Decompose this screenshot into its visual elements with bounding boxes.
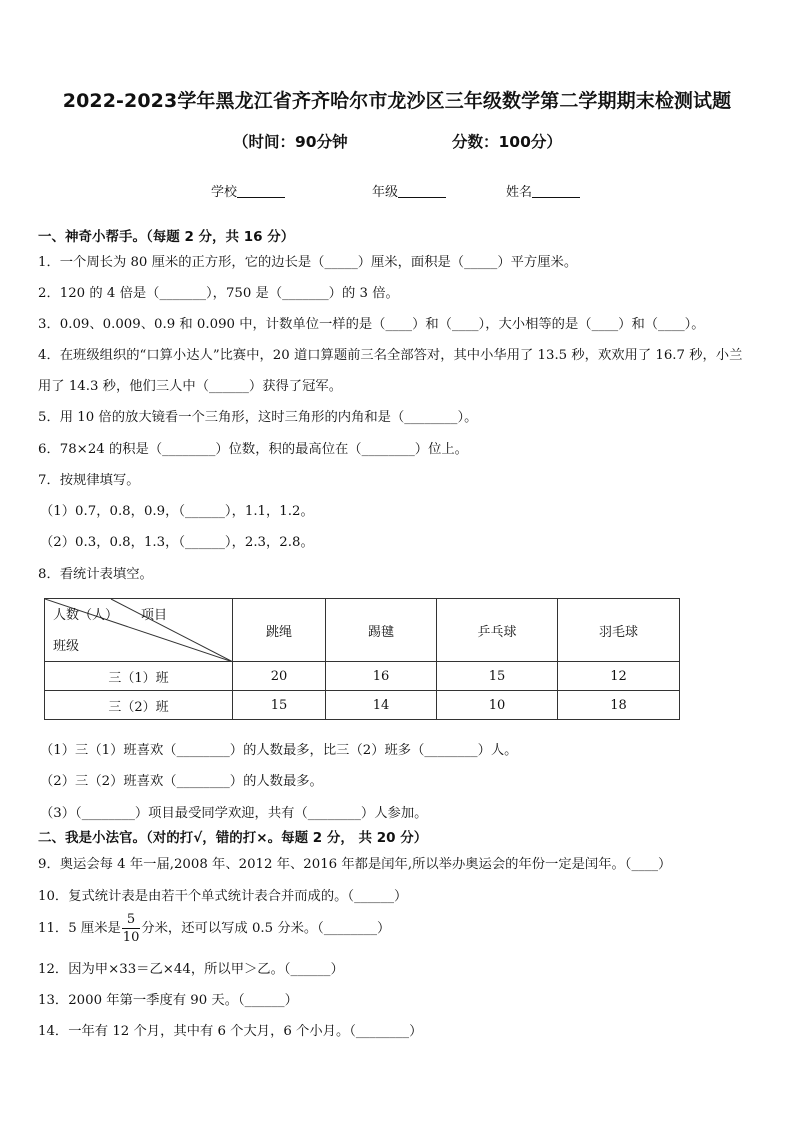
name-label: 姓名 [506,185,533,200]
grade-blank [398,185,446,198]
table-cell: 15 [437,662,558,691]
exam-time: （时间：90分钟 [233,133,348,151]
column-header: 踢毽 [326,599,437,662]
school-label: 学校 [211,185,238,200]
question-11-suffix: 分米，还可以写成 0.5 分米。（________） [141,921,391,936]
question-11 [38,913,390,944]
question-8-1: （1）三（1）班喜欢（________）的人数最多，比三（2）班多（________）人。 [40,743,518,758]
question-4-line-1: 4．在班级组织的“口算小达人”比赛中，20 道口算题前三名全部答对，其中小华用了 13.5 秒，欢欢用了 16.7 秒，小兰 [38,348,743,363]
question-13: 13．2000 年第一季度有 90 天。（______） [38,993,298,1008]
question-8-2: （2）三（2）班喜欢（________）的人数最多。 [40,774,323,789]
table-cell: 10 [437,691,558,720]
column-header: 跳绳 [233,599,326,662]
question-3: 3．0.09、0.009、0.9 和 0.090 中，计数单位一样的是（____）和（____），大小相等的是（____）和（____）。 [38,317,705,332]
question-11-prefix: 11．5 厘米是 [38,921,121,936]
name-blank [532,185,580,198]
question-6: 6．78×24 的积是（________）位数，积的最高位在（________）位上。 [38,442,468,457]
column-header: 羽毛球 [558,599,680,662]
table-cell: 15 [233,691,326,720]
question-8-3: （3）（________）项目最受同学欢迎，共有（________）人参加。 [40,806,428,821]
exam-title: 2022-2023学年黑龙江省齐齐哈尔市龙沙区三年级数学第二学期期末检测试题 [62,90,732,112]
corner-label-class: 班级 [53,639,80,654]
section-2-heading: 二、我是小法官。（对的打√，错的打×。每题 2 分， 共 20 分） [38,830,428,846]
question-14: 14．一年有 12 个月，其中有 6 个大月，6 个小月。（________） [38,1024,423,1039]
question-4-line-2: 用了 14.3 秒，他们三人中（______）获得了冠军。 [38,379,342,394]
grade-field [372,181,446,200]
corner-label-count: 人数（人） [53,608,119,623]
question-8: 8．看统计表填空。 [38,567,153,582]
table-cell: 14 [326,691,437,720]
table-header-row [45,599,680,662]
section-1-heading: 一、神奇小帮手。（每题 2 分，共 16 分） [38,229,295,245]
school-field [211,181,285,200]
fraction [122,913,141,944]
table-cell: 16 [326,662,437,691]
question-7-1: （1）0.7，0.8，0.9，（______），1.1，1.2。 [40,504,314,519]
question-9: 9．奥运会每 4 年一届,2008 年、2012 年、2016 年都是闰年,所以举办奥运会的年份一定是闰年。（____） [38,857,672,872]
table-cell: 12 [558,662,680,691]
table-row [45,662,680,691]
table-corner-cell [45,599,233,662]
question-1: 1．一个周长为 80 厘米的正方形，它的边长是（_____）厘米，面积是（_____）平方厘米。 [38,255,578,270]
table-cell: 20 [233,662,326,691]
grade-label: 年级 [372,185,399,200]
fraction-denominator: 10 [122,930,140,945]
question-7-2: （2）0.3，0.8，1.3，（______），2.3，2.8。 [40,535,314,550]
question-2: 2．120 的 4 倍是（_______），750 是（_______）的 3 倍。 [38,286,399,301]
question-10: 10．复式统计表是由若干个单式统计表合并而成的。（______） [38,889,408,904]
row-label: 三（1）班 [45,662,233,691]
statistics-table [44,598,680,720]
question-7: 7．按规律填写。 [38,473,140,488]
fraction-numerator: 5 [122,913,141,929]
question-12: 12．因为甲×33＝乙×44，所以甲＞乙。（______） [38,962,344,977]
table-row [45,691,680,720]
school-blank [237,185,285,198]
question-5: 5．用 10 倍的放大镜看一个三角形，这时三角形的内角和是（________）。 [38,410,478,425]
name-field [506,181,580,200]
table-cell: 18 [558,691,680,720]
corner-label-item: 项目 [141,608,168,623]
exam-score: 分数：100分） [452,133,562,151]
row-label: 三（2）班 [45,691,233,720]
column-header: 乒乓球 [437,599,558,662]
